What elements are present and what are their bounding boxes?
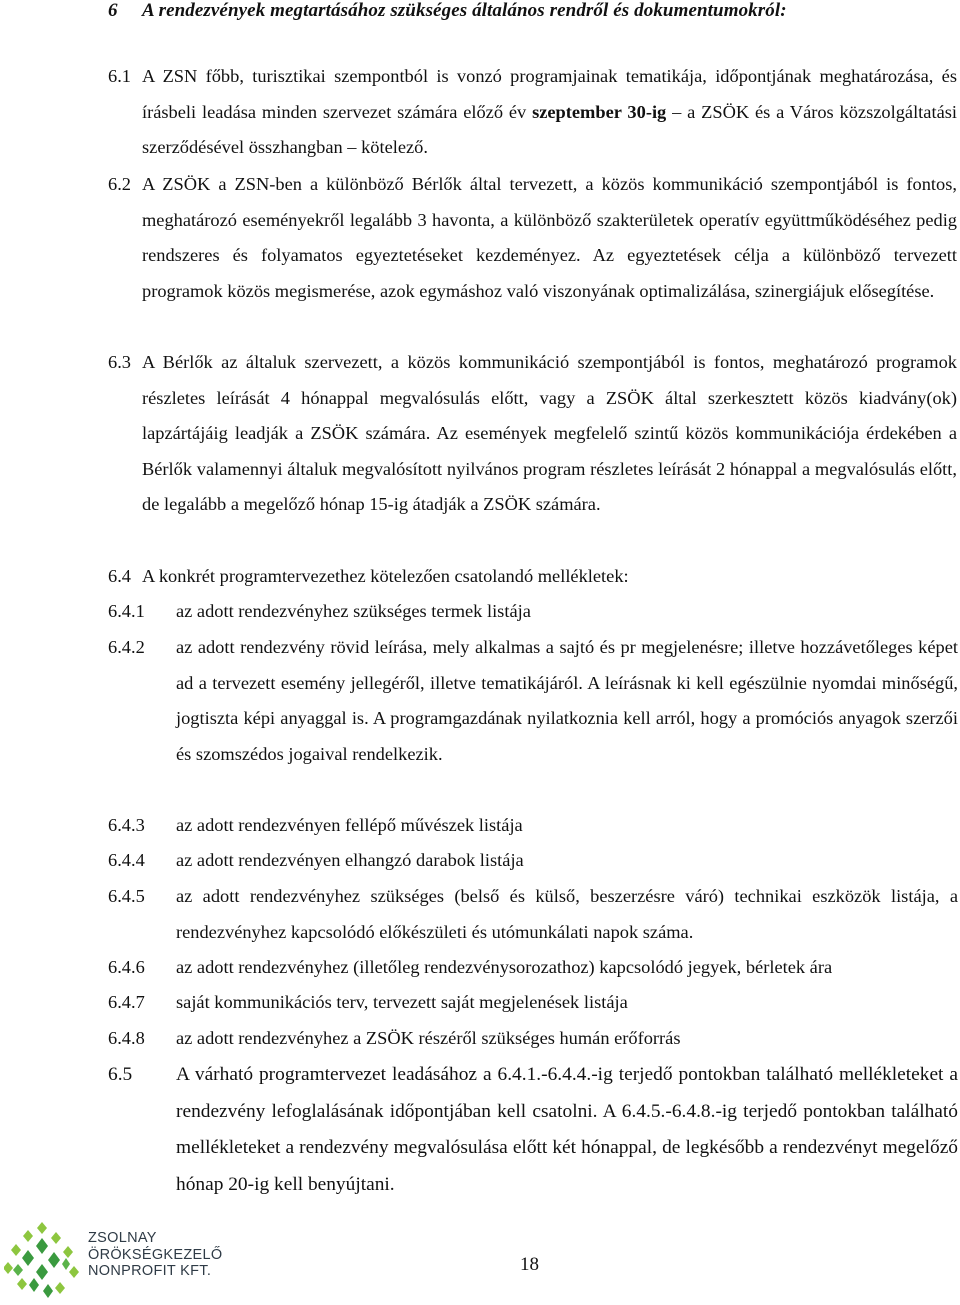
list-item-6-4-7 [108, 985, 958, 1021]
paragraph-text: A konkrét programtervezethez kötelezően csatolandó mellékletek: [142, 566, 629, 586]
item-text: az adott rendezvényhez szükséges termek listája [176, 601, 531, 621]
logo-line-3: NONPROFIT KFT. [88, 1263, 212, 1279]
list-item-6-4-3 [108, 808, 958, 844]
item-number: 6.4.4 [108, 850, 145, 870]
item-number: 6.4.6 [108, 957, 145, 977]
section-heading [108, 0, 787, 22]
company-logo [4, 1220, 264, 1300]
list-item-6-4-8 [108, 1021, 958, 1057]
item-number: 6.4.8 [108, 1028, 145, 1048]
item-text: az adott rendezvényhez a ZSÖK részéről szükséges humán erőforrás [176, 1028, 681, 1048]
item-text: saját kommunikációs terv, tervezett saját megjelenések listája [176, 992, 628, 1012]
logo-line-1: ZSOLNAY [88, 1230, 157, 1246]
heading-number: 6 [108, 0, 118, 21]
paragraph-number: 6.2 [108, 174, 131, 194]
list-item-6-4-4 [108, 843, 958, 879]
list-item-6-4-5 [108, 879, 958, 950]
item-text: az adott rendezvényhez (illetőleg rendezvénysorozathoz) kapcsolódó jegyek, bérletek ára [176, 957, 833, 977]
paragraph-6-4 [108, 559, 958, 595]
paragraph-text: A ZSN főbb, turisztikai szempontból is vonzó programjainak tematikája, időpontjának meghatározása, és írásbeli leadása minden szervezet számára előző év [142, 66, 957, 122]
item-text: az adott rendezvényhez szükséges (belső és külső, beszerzésre váró) technikai eszközök listája, a rendezvényhez kapcsolódó előkészületi és utómunkálati napok száma. [176, 886, 958, 942]
item-number: 6.4.2 [108, 637, 145, 657]
item-text: az adott rendezvény rövid leírása, mely alkalmas a sajtó és pr megjelenésre; illetve hozzávetőleges képet ad a tervezett esemény jellegéről, illetve tematikájáról. A leírásnak ki kell egészülnie nyomdai minőségű, jogtiszta képi anyaggal is. A programgazdának nyilatkoznia kell arról, hogy a promóciós anyagok szerzői és szomszédos jogaival rendelkezik. [176, 637, 958, 764]
item-number: 6.4.5 [108, 886, 145, 906]
paragraph-text: A Bérlők az általuk szervezett, a közös kommunikáció szempontjából is fontos, meghatározó programok részletes leírását 4 hónappal megvalósulás előtt, vagy a ZSÖK által szerkesztett közös kiadvány(ok) lapzártájáig leadják a ZSÖK számára. Az események megfelelő szintű közös kommunikációja érdekében a Bérlők valamennyi általuk megvalósított nyilvános program részletes leírását 2 hónappal a megvalósulás előtt, de legalább a megelőző hónap 15-ig átadják a ZSÖK számára. [142, 352, 957, 514]
logo-line-2: ÖRÖKSÉGKEZELŐ [88, 1246, 223, 1263]
logo-text [88, 1230, 222, 1280]
list-item-6-4-6 [108, 950, 958, 986]
paragraph-number: 6.3 [108, 352, 131, 372]
zsolnay-leaf-cluster-icon [4, 1220, 86, 1300]
paragraph-text-cont: – a ZSÖK és a Város közszolgáltatási szerződésével összhangban – kötelező. [142, 101, 957, 157]
heading-title: A rendezvények megtartásához szükséges általános rendről és dokumentumokról: [142, 0, 787, 21]
deadline-bold: szeptember 30-ig [532, 101, 667, 122]
paragraph-number: 6.1 [108, 66, 131, 86]
paragraph-text: A ZSÖK a ZSN-ben a különböző Bérlők által tervezett, a közös kommunikáció szempontjából is fontos, meghatározó eseményekről legalább 3 havonta, a különböző szakterületek operatív együttműködéséhez pedig rendszeres és folyamatos egyeztetéseket kezdeményez. Az egyeztetések célja a különböző tervezett programok közös megismerése, azok egymáshoz való viszonyának optimalizálása, szinergiájuk elősegítése. [142, 174, 957, 301]
list-item-6-4-1 [108, 594, 958, 630]
item-number: 6.4.7 [108, 992, 145, 1012]
paragraph-6-3 [108, 345, 957, 523]
paragraph-number: 6.5 [108, 1064, 133, 1085]
paragraph-6-1 [108, 59, 957, 166]
item-number: 6.4.1 [108, 601, 145, 621]
item-number: 6.4.3 [108, 815, 145, 835]
list-item-6-4-2 [108, 630, 958, 772]
paragraph-number: 6.4 [108, 566, 131, 586]
paragraph-text: A várható programtervezet leadásához a 6.4.1.-6.4.4.-ig terjedő pontokban található mellékleteket a rendezvény lefoglalásának időpontjában kell csatolni. A 6.4.5.-6.4.8.-ig terjedő pontokban található mellékleteket a rendezvény megvalósulása előtt két hónappal, de legkésőbb a rendezvényt megelőző hónap 20-ig kell benyújtani. [176, 1064, 958, 1195]
paragraph-6-2 [108, 167, 957, 309]
item-text: az adott rendezvényen fellépő művészek listája [176, 815, 523, 835]
item-text: az adott rendezvényen elhangzó darabok listája [176, 850, 524, 870]
paragraph-6-5 [108, 1057, 958, 1203]
page-number: 18 [520, 1254, 539, 1275]
